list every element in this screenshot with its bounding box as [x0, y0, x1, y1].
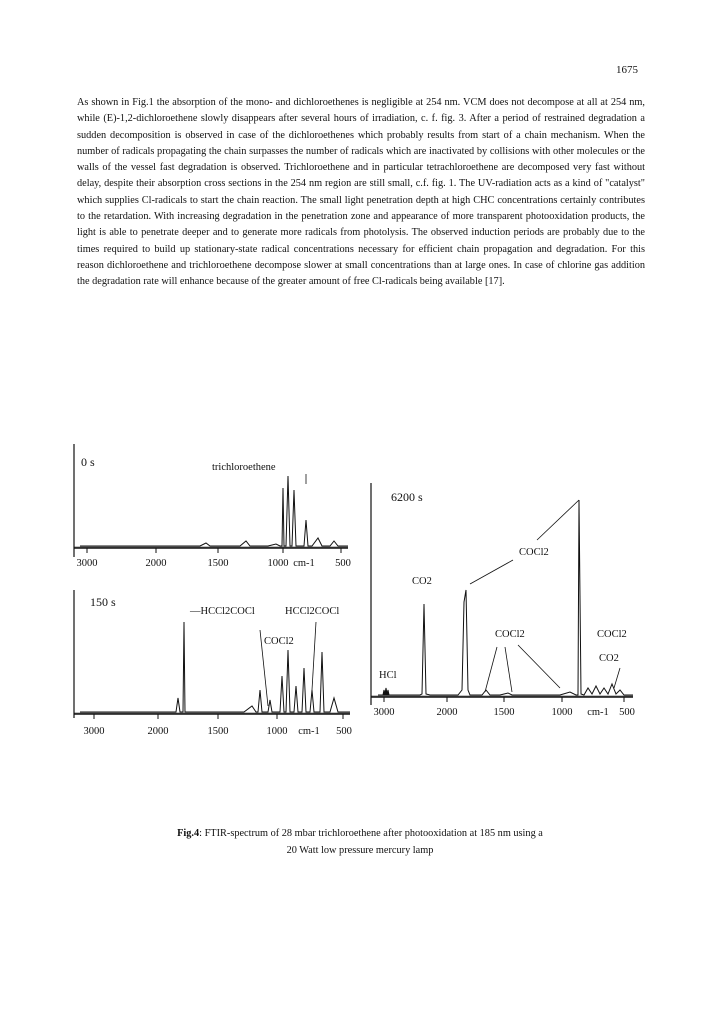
panel-0s-time-label: 0 s — [81, 455, 95, 469]
tick-label: 500 — [619, 707, 635, 718]
spectrum-6200s-line — [394, 500, 633, 695]
label-cocl2-top: COCl2 — [519, 547, 549, 558]
caption-line-1: : FTIR-spectrum of 28 mbar trichloroethene after photooxidation at 185 nm using a — [199, 828, 543, 839]
label-cocl2-mid: COCl2 — [495, 629, 525, 640]
panel-6200s — [371, 483, 635, 718]
panel-0s-compound-label: trichloroethene — [212, 462, 276, 473]
tick-label: 1500 — [493, 707, 515, 718]
panel-150s-time-label: 150 s — [90, 595, 116, 609]
tick-label: 2000 — [147, 726, 169, 737]
panel-150s-label-c: COCl2 — [264, 636, 294, 647]
spectrum-0s — [80, 476, 348, 546]
label-hcl: HCl — [379, 670, 397, 681]
tick-label: 2000 — [436, 707, 458, 718]
axis-unit-label: cm-1 — [298, 726, 320, 737]
panel-150s-label-b: HCCl2COCl — [285, 606, 340, 617]
tick-label: 1500 — [207, 726, 229, 737]
panel-150s-ticks — [84, 714, 352, 737]
tick-label: 1000 — [266, 726, 288, 737]
label-co2-top: CO2 — [412, 576, 432, 587]
panel-0s — [74, 444, 351, 569]
panel-6200s-ticks — [374, 697, 635, 718]
panel-150s-label-a: —HCCl2COCl — [190, 606, 255, 617]
tick-label: 3000 — [373, 707, 395, 718]
tick-label: 2000 — [145, 558, 167, 569]
caption-line-2: 20 Watt low pressure mercury lamp — [286, 845, 434, 856]
tick-label: 3000 — [76, 558, 98, 569]
caption-label: Fig.4 — [177, 828, 200, 839]
tick-label: 3000 — [83, 726, 105, 737]
axis-unit-label: cm-1 — [293, 558, 315, 569]
body-paragraph: As shown in Fig.1 the absorption of the mono- and dichloroethenes is negligible at 254 nm. VCM does not decompose at all at 254 nm, while (E)-1,2-dichloroethene slowly disappears after several hours of irradiation, c. f. fig. 3. After a period of restrained degradation a sudden decomposition is observed in case of the dichloroethenes which probably results from start of a chain mechanism. When the number of radicals propagating the chain surpasses the number of radicals which are inactivated by collisions with other molecules or the walls of the vessel fast degradation is observed. Trichloroethene and in particular tetrachloroethene are decomposed very fast without delay, despite their absorption cross sections in the 254 nm region are still small, c.f. fig. 1. The UV-radiation acts as a kind of "catalyst" which supplies Cl-radicals to start the chain reaction. The small light penetration depth at high CHC concentrations certainly contributes to the retardation. With increasing degradation in the penetration zone and appearance of more transparent photooxidation products, the light is able to penetrate deeper and to generate more radicals from photolysis. The observed induction periods are probably due to the times required to build up stationary-state radical concentrations necessary for efficient chain propagation and degradation. For this reason dichloroethene and trichloroethene decompose slower at small concentrations than at large ones. In case of chlorine gas addition the degradation rate will enhance because of the greater amount of free Cl-radicals being available [17]. — [77, 97, 645, 288]
panel-6200s-time-label: 6200 s — [391, 490, 423, 504]
label-cocl2-right: COCl2 — [597, 629, 627, 640]
spectrum-6200s — [378, 688, 394, 695]
panel-0s-ticks — [77, 548, 351, 569]
tick-label: 1500 — [207, 558, 229, 569]
tick-label: 500 — [335, 558, 351, 569]
axis-unit-label: cm-1 — [587, 707, 609, 718]
tick-label: 1000 — [551, 707, 573, 718]
panel-150s — [74, 590, 352, 737]
tick-label: 500 — [336, 726, 352, 737]
tick-label: 1000 — [267, 558, 289, 569]
page-number: 1675 — [616, 64, 638, 76]
spectrum-150s — [80, 622, 350, 712]
figure-caption — [0, 825, 720, 859]
label-co2-right: CO2 — [599, 653, 619, 664]
